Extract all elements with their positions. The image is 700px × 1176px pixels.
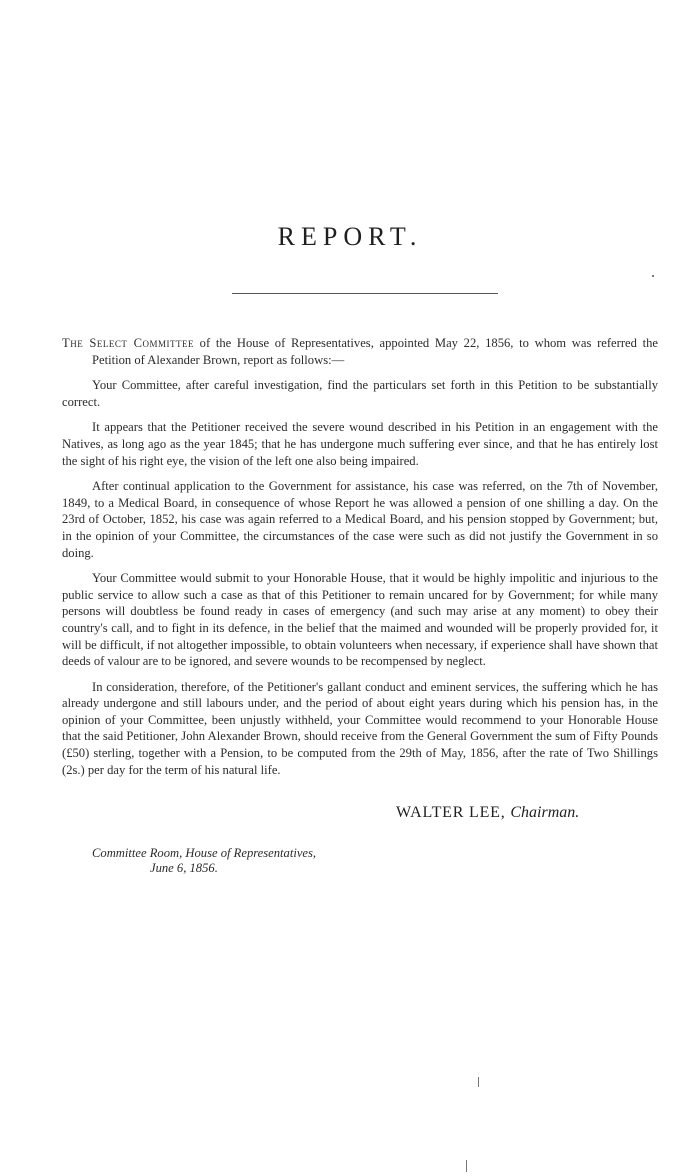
- report-date: June 6, 1856.: [150, 861, 218, 875]
- signature-block: [396, 804, 579, 822]
- committee-lead: The Select Committee: [62, 336, 194, 350]
- report-title: REPORT.: [277, 222, 423, 251]
- paragraph-1-text: of the House of Representatives, appointed May 22, 1856, to whom was referred the Petition of Alexander Brown, report as follows:—: [92, 336, 658, 367]
- signature-role: Chairman.: [510, 804, 580, 821]
- report-body: [62, 335, 658, 787]
- scan-speck: [478, 1077, 479, 1087]
- committee-room-line: Committee Room, House of Representatives,: [92, 846, 317, 860]
- paragraph-6: In consideration, therefore, of the Petitioner's gallant conduct and eminent services, the suffering which he has already undergone and still labours under, and the period of about eight years during which his pension has, in the opinion of your Committee, been unjustly withheld, your Committee would recommend to your Honorable House that the said Petitioner, John Alexander Brown, should receive from the General Government the sum of Fifty Pounds (£50) sterling, together with a Pension, to be computed from the 29th of May, 1856, after the rate of Two Shillings (2s.) per day for the term of his natural life.: [62, 679, 658, 777]
- scan-speck: [466, 1160, 467, 1172]
- title-divider: [232, 293, 498, 294]
- paragraph-5: Your Committee would submit to your Honorable House, that it would be highly impolitic and injurious to the public service to allow such a case as that of this Petitioner to remain uncared for by Government; for while many persons will doubtless be found ready in cases of emergency (and such may arise at any moment) to obey their country's call, and to fight in its defence, in the belief that the maimed and wounded will be properly provided for, it will be difficult, if not altogether impossible, to obtain volunteers when necessary, if experience shall have shown that deeds of valour are to be ignored, and severe wounds to be recompensed by neglect.: [62, 571, 658, 669]
- paragraph-1: [62, 335, 658, 368]
- signature-name: WALTER LEE,: [396, 804, 506, 821]
- paragraph-2: Your Committee, after careful investigation, find the particulars set forth in this Petition to be substantially correct.: [62, 378, 658, 409]
- scan-speck: [652, 275, 654, 277]
- paragraph-3: It appears that the Petitioner received the severe wound described in his Petition in an engagement with the Natives, as long ago as the year 1845; that he has undergone much suffering ever since, and that he has entirely lost the sight of his right eye, the vision of the left one also being impaired.: [62, 420, 658, 468]
- paragraph-4: After continual application to the Government for assistance, his case was referred, on the 7th of November, 1849, to a Medical Board, in consequence of whose Report he was allowed a pension of one shilling a day. On the 23rd of October, 1852, his case was again referred to a Medical Board, and his pension stopped by Government; but, in the opinion of your Committee, the circumstances of the case were such as did not justify the Government in so doing.: [62, 479, 658, 560]
